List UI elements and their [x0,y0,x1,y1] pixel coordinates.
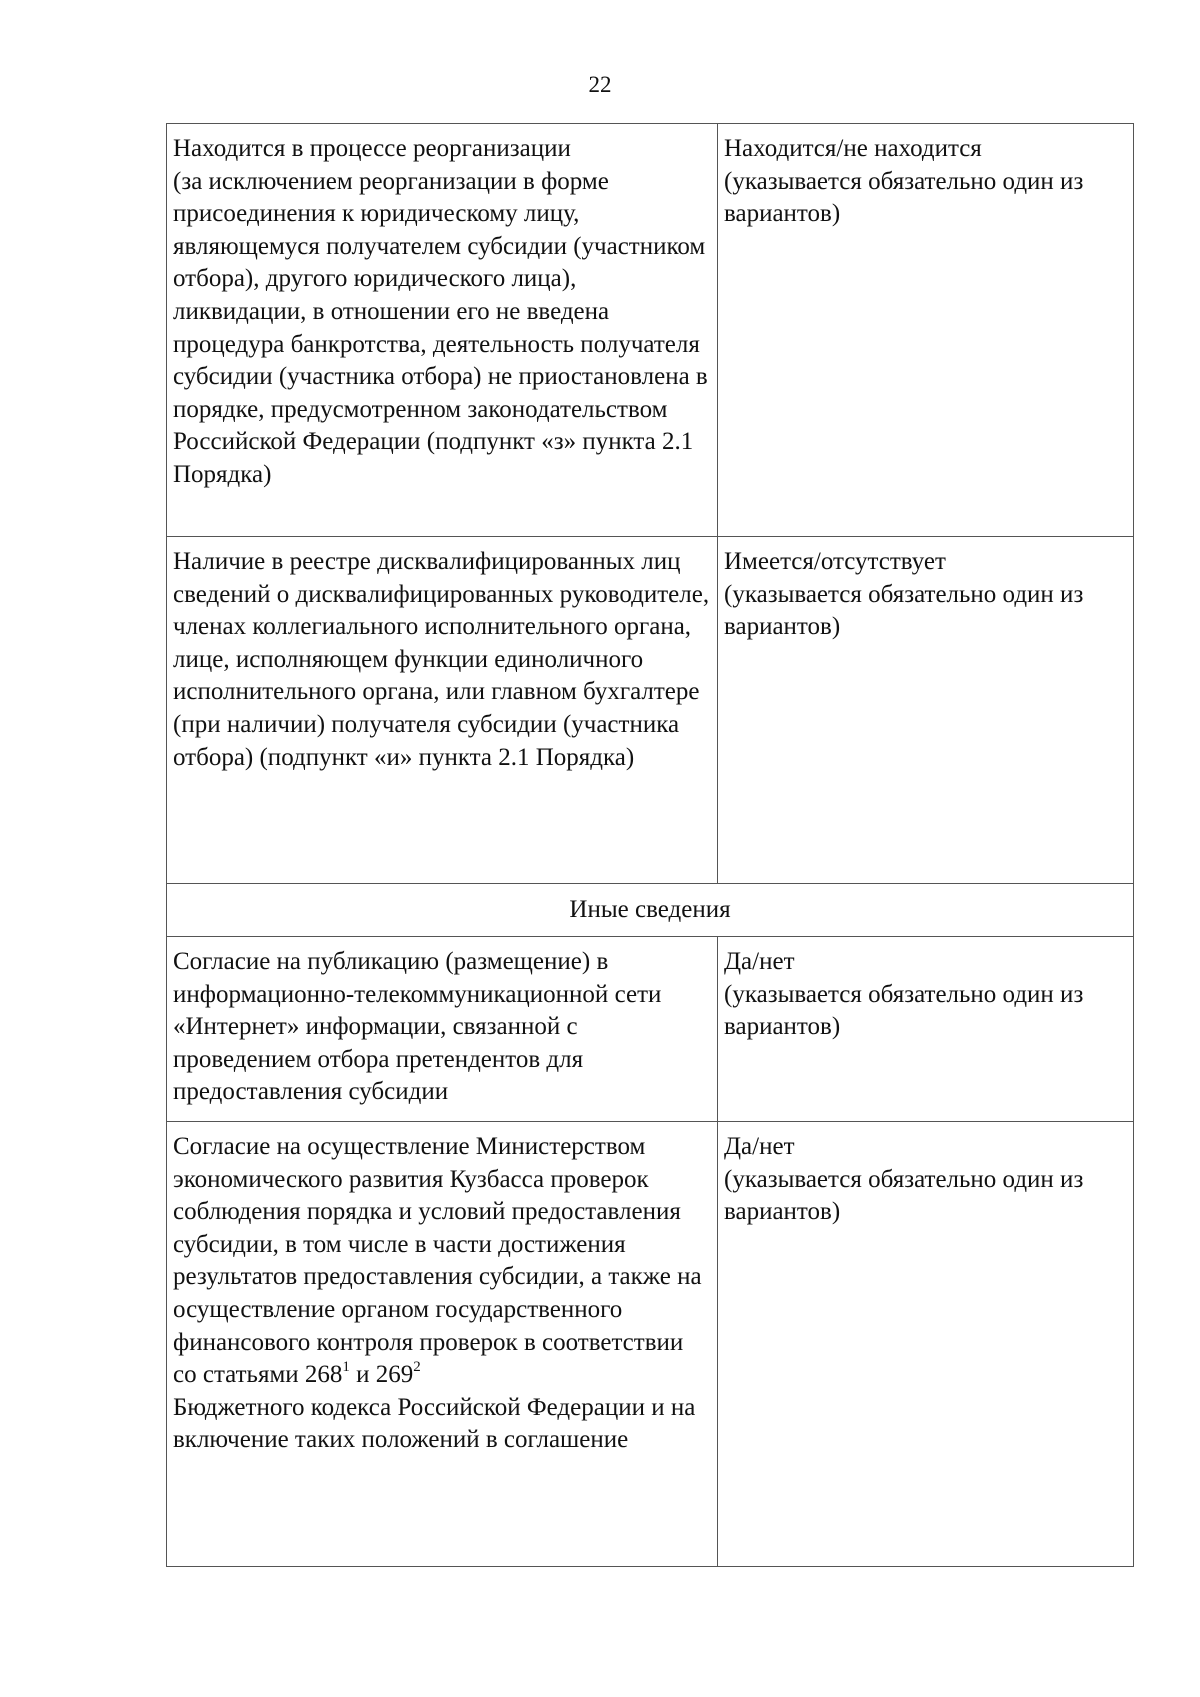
criterion-cell: Наличие в реестре дисквалифицированных лиц сведений о дисквалифицированных руководителе, членах коллегиального исполнительного органа, лице, исполняющем функции единоличного исполнительного органа, или главном бухгалтере (при наличии) получателя субсидии (участника отбора) (подпункт «и» пункта 2.1 Порядка) [167,537,718,884]
criterion-cell [167,1122,718,1567]
requirements-table [166,123,1134,1567]
table-row [167,124,1134,537]
superscript: 2 [413,1359,421,1376]
table-row [167,937,1134,1122]
answer-cell: Имеется/отсутствует (указывается обязательно один из вариантов) [718,537,1134,884]
criterion-text: Бюджетного кодекса Российской Федерации и на включение таких положений в соглашение [173,1393,696,1454]
table-row [167,1122,1134,1567]
criterion-cell: Согласие на публикацию (размещение) в информационно-телекоммуникационной сети «Интернет» информации, связанной с проведением отбора претендентов для предоставления субсидии [167,937,718,1122]
criterion-cell: Находится в процессе реорганизации (за исключением реорганизации в форме присоединения к юридическому лицу, являющемуся получателем субсидии (участником отбора), другого юридического лица), ликвидации, в отношении его не введена процедура банкротства, деятельность получателя субсидии (участника отбора) не приостановлена в порядке, предусмотренном законодательством Российской Федерации (подпункт «з» пункта 2.1 Порядка) [167,124,718,537]
criterion-text: и 269 [349,1361,414,1389]
answer-cell: Да/нет (указывается обязательно один из вариантов) [718,1122,1134,1567]
answer-cell: Находится/не находится (указывается обязательно один из вариантов) [718,124,1134,537]
superscript: 1 [342,1359,350,1376]
section-heading: Иные сведения [167,884,1134,937]
section-row [167,884,1134,937]
answer-cell: Да/нет (указывается обязательно один из вариантов) [718,937,1134,1122]
table-row [167,537,1134,884]
page-number: 22 [588,72,612,97]
criterion-text: Согласие на осуществление Министерством экономического развития Кузбасса проверок соблюдения порядка и условий предоставления субсидии, в том числе в части достижения результатов предоставления субсидии, а также на осуществление органом государственного финансового контроля проверок в соответствии со статьями 268 [173,1133,702,1389]
